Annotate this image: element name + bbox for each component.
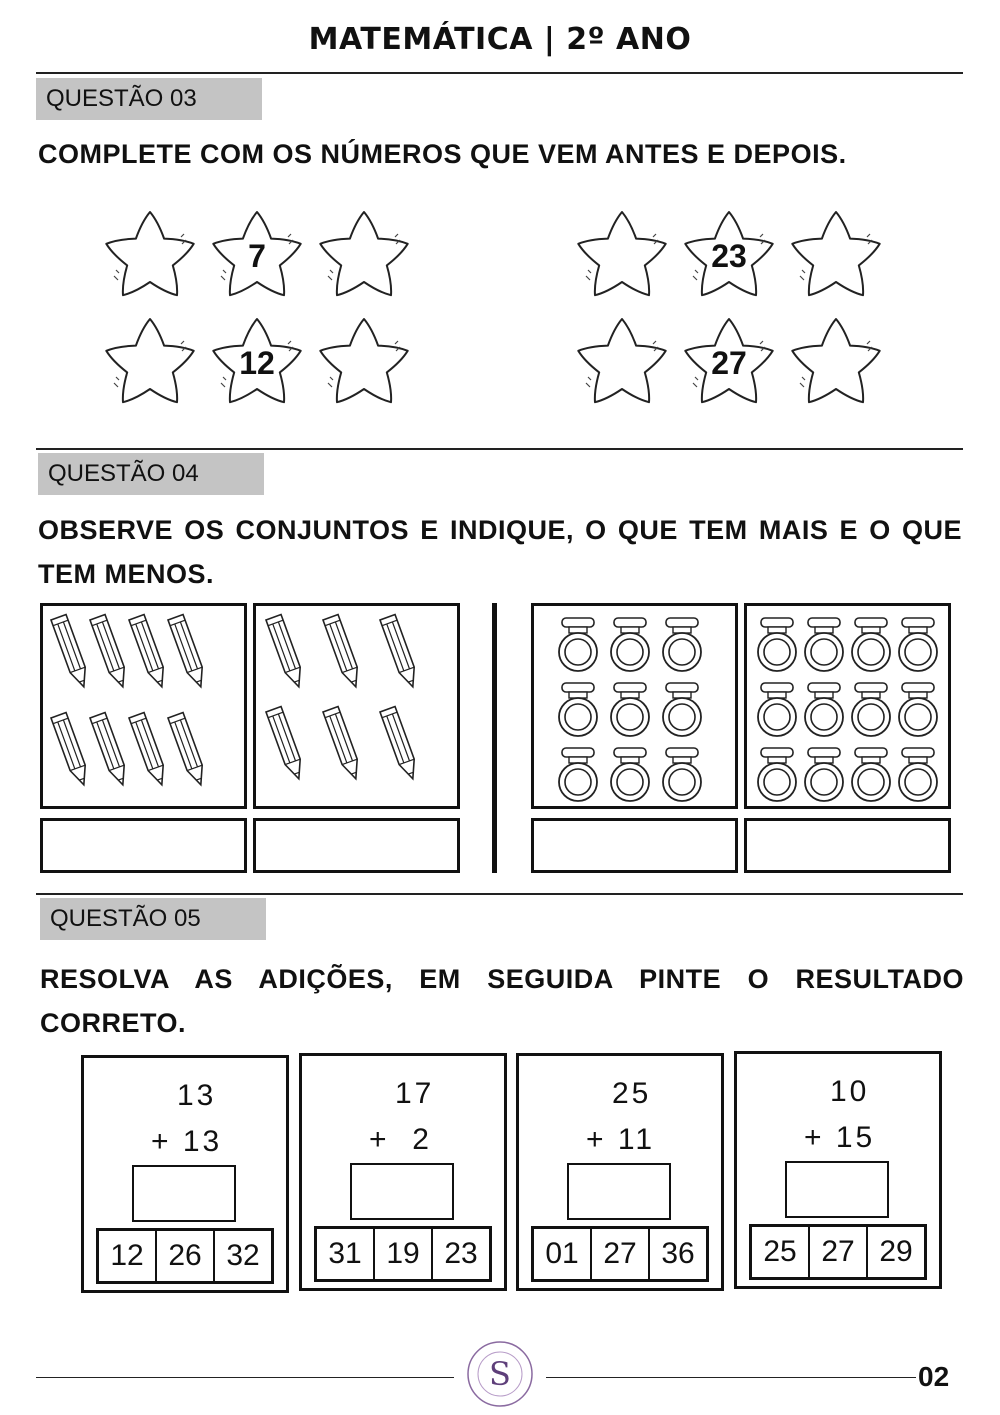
star-icon [572, 313, 672, 413]
star-blank[interactable] [314, 206, 414, 306]
result-option[interactable]: 12 [99, 1231, 157, 1281]
question-04-instruction: OBSERVE OS CONJUNTOS E INDIQUE, O QUE TEM MAIS E O QUE TEM MENOS. [38, 515, 962, 589]
star-given [207, 313, 307, 413]
answer-box[interactable] [253, 818, 460, 873]
ring-icon [559, 683, 597, 736]
ring-icon [758, 618, 796, 671]
pencil-icon [380, 615, 420, 690]
ring-icon [611, 683, 649, 736]
ring-icon [559, 748, 597, 801]
brand-logo [466, 1337, 534, 1411]
pencil-set [43, 606, 244, 806]
question-05-label: QUESTÃO 05 [40, 898, 266, 940]
ring-icon [899, 618, 937, 671]
addend-bottom: + 15 [804, 1121, 876, 1154]
star-icon [314, 206, 414, 306]
ring-icon [663, 683, 701, 736]
pencil-icon [90, 713, 130, 788]
star-blank[interactable] [100, 206, 200, 306]
ring-icon [852, 618, 890, 671]
result-option[interactable]: 32 [226, 1239, 260, 1272]
pencil-icon [266, 707, 306, 782]
star-number: 7 [248, 238, 266, 274]
star-blank[interactable] [572, 206, 672, 306]
ring-icon [852, 748, 890, 801]
result-option[interactable]: 19 [375, 1229, 433, 1279]
pencil-icon [323, 707, 363, 782]
set-box-3 [531, 603, 738, 809]
ring-icon [758, 748, 796, 801]
star-icon [786, 313, 886, 413]
ring-icon [805, 618, 843, 671]
footer-line [546, 1377, 916, 1378]
ring-icon [899, 683, 937, 736]
divider [36, 72, 963, 74]
sum-answer-box[interactable] [132, 1165, 236, 1222]
separator-bar [492, 603, 497, 873]
answer-box[interactable] [40, 818, 247, 873]
ring-icon [663, 618, 701, 671]
question-03-label: QUESTÃO 03 [36, 78, 262, 120]
star-number: 12 [239, 345, 275, 381]
ring-icon [758, 683, 796, 736]
ring-icon [805, 748, 843, 801]
ring-icon [663, 748, 701, 801]
star-number: 27 [711, 345, 747, 381]
ring-icon [559, 618, 597, 671]
pencil-set [256, 606, 457, 806]
pencil-icon [51, 615, 91, 690]
pencil-icon [51, 713, 91, 788]
result-options [96, 1228, 274, 1284]
star-blank[interactable] [314, 313, 414, 413]
question-04-label: QUESTÃO 04 [38, 453, 264, 495]
star-blank[interactable] [786, 313, 886, 413]
addend-bottom: + 2 [369, 1123, 432, 1156]
footer-line [36, 1377, 454, 1378]
ring-icon [611, 618, 649, 671]
sum-answer-box[interactable] [350, 1163, 454, 1220]
divider [36, 893, 963, 895]
set-box-4 [744, 603, 951, 809]
ring-set [747, 606, 948, 806]
ring-icon [899, 748, 937, 801]
pencil-icon [266, 615, 306, 690]
ring-icon [852, 683, 890, 736]
pencil-icon [380, 707, 420, 782]
result-options [314, 1226, 492, 1282]
star-icon [314, 313, 414, 413]
page-number: 02 [918, 1361, 950, 1392]
addend-bottom: + 11 [586, 1123, 655, 1156]
star-blank[interactable] [572, 313, 672, 413]
star-icon [786, 206, 886, 306]
set-box-2 [253, 603, 460, 809]
pencil-icon [90, 615, 130, 690]
pencil-icon [168, 713, 208, 788]
ring-icon [805, 683, 843, 736]
addend-top: 13 [177, 1079, 217, 1112]
addend-top: 10 [830, 1075, 870, 1108]
divider [36, 448, 963, 450]
question-05-instruction: RESOLVA AS ADIÇÕES, EM SEGUIDA PINTE O RESULTADO CORRETO. [40, 964, 964, 1038]
star-blank[interactable] [100, 313, 200, 413]
star-icon [572, 206, 672, 306]
result-option[interactable]: 25 [752, 1227, 810, 1277]
star-icon [100, 313, 200, 413]
result-options [531, 1226, 709, 1282]
result-option[interactable]: 29 [879, 1235, 913, 1268]
star-given [679, 313, 779, 413]
pencil-icon [168, 615, 208, 690]
pencil-icon [323, 615, 363, 690]
answer-box[interactable] [744, 818, 951, 873]
result-option[interactable]: 01 [534, 1229, 592, 1279]
star-blank[interactable] [786, 206, 886, 306]
result-option[interactable]: 27 [810, 1227, 868, 1277]
star-icon [100, 206, 200, 306]
ring-set [534, 606, 735, 806]
star-number: 23 [711, 238, 747, 274]
set-box-1 [40, 603, 247, 809]
result-option[interactable]: 27 [592, 1229, 650, 1279]
result-options [749, 1224, 927, 1280]
addend-bottom: + 13 [151, 1125, 223, 1158]
answer-box[interactable] [531, 818, 738, 873]
star-given [207, 206, 307, 306]
question-03-instruction: COMPLETE COM OS NÚMEROS QUE VEM ANTES E DEPOIS. [38, 139, 847, 169]
pencil-icon [129, 615, 169, 690]
star-given [679, 206, 779, 306]
addend-top: 17 [395, 1077, 435, 1110]
result-option[interactable]: 23 [444, 1237, 478, 1270]
result-option[interactable]: 26 [157, 1231, 215, 1281]
sum-answer-box[interactable] [785, 1161, 889, 1218]
pencil-icon [129, 713, 169, 788]
result-option[interactable]: 31 [317, 1229, 375, 1279]
result-option[interactable]: 36 [661, 1237, 695, 1270]
page-title: MATEMÁTICA | 2º ANO [308, 22, 692, 57]
sum-answer-box[interactable] [567, 1163, 671, 1220]
ring-icon [611, 748, 649, 801]
addend-top: 25 [612, 1077, 652, 1110]
logo-letter: S [489, 1355, 511, 1393]
